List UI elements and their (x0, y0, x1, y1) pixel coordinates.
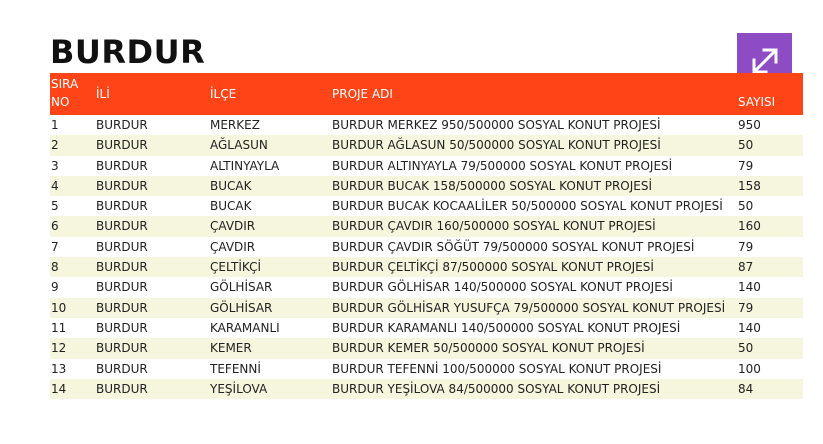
cell-ilce: ALTINYAYLA (210, 158, 280, 173)
cell-proje-adi: BURDUR ALTINYAYLA 79/500000 SOSYAL KONUT PROJESİ (332, 158, 673, 173)
cell-proje-adi: BURDUR KEMER 50/500000 SOSYAL KONUT PROJESİ (332, 341, 645, 356)
cell-sira-no: 6 (51, 219, 59, 234)
table-row (50, 338, 803, 358)
cell-proje-adi: BURDUR KARAMANLI 140/500000 SOSYAL KONUT PROJESİ (332, 320, 681, 335)
cell-sayisi: 100 (738, 361, 761, 376)
cell-proje-adi: BURDUR BUCAK 158/500000 SOSYAL KONUT PROJESİ (332, 178, 653, 193)
cell-ili: BURDUR (96, 138, 148, 153)
cell-proje-adi: BURDUR ÇAVDIR SÖĞÜT 79/500000 SOSYAL KONUT PROJESİ (332, 239, 695, 254)
cell-ili: BURDUR (96, 341, 148, 356)
cell-sira-no: 8 (51, 260, 59, 275)
cell-sira-no: 12 (51, 341, 67, 356)
cell-sayisi: 87 (738, 260, 754, 275)
cell-ilce: GÖLHİSAR (210, 280, 273, 295)
cell-ilce: KEMER (210, 341, 252, 356)
cell-sira-no: 1 (51, 118, 59, 132)
cell-proje-adi: BURDUR GÖLHİSAR YUSUFÇA 79/500000 SOSYAL KONUT PROJESİ (332, 300, 726, 315)
cell-ili: BURDUR (96, 260, 148, 275)
cell-sayisi: 160 (738, 219, 761, 234)
cell-sayisi: 50 (738, 138, 754, 153)
cell-ili: BURDUR (96, 239, 148, 254)
table-row (50, 298, 803, 318)
table-row (50, 277, 803, 297)
cell-ilce: ÇAVDIR (210, 219, 256, 234)
cell-proje-adi: BURDUR AĞLASUN 50/500000 SOSYAL KONUT PROJESİ (332, 138, 661, 153)
cell-sayisi: 140 (738, 320, 761, 335)
table-header (50, 73, 803, 115)
cell-proje-adi: BURDUR MERKEZ 950/500000 SOSYAL KONUT PROJESİ (332, 118, 661, 132)
cell-proje-adi: BURDUR YEŞİLOVA 84/500000 SOSYAL KONUT PROJESİ (332, 381, 661, 396)
cell-sira-no: 3 (51, 158, 59, 173)
cell-sayisi: 50 (738, 341, 754, 356)
cell-ilce: BUCAK (210, 178, 252, 193)
cell-sira-no: 5 (51, 199, 59, 214)
table-row (50, 379, 803, 399)
cell-sayisi: 950 (738, 118, 761, 132)
table-row (50, 216, 803, 236)
table-row (50, 237, 803, 257)
header-ili: İLİ (96, 87, 110, 101)
header-sayisi: SAYISI (738, 95, 776, 109)
cell-ili: BURDUR (96, 361, 148, 376)
table-row (50, 156, 803, 176)
cell-ili: BURDUR (96, 178, 148, 193)
table-row (50, 359, 803, 379)
cell-ilce: TEFENNİ (210, 361, 261, 376)
cell-sayisi: 79 (738, 300, 754, 315)
cell-ilce: GÖLHİSAR (210, 300, 273, 315)
cell-sira-no: 7 (51, 239, 59, 254)
cell-sira-no: 13 (51, 361, 67, 376)
cell-ili: BURDUR (96, 320, 148, 335)
cell-sira-no: 2 (51, 138, 59, 153)
cell-ilce: BUCAK (210, 199, 252, 214)
table-row (50, 257, 803, 277)
cell-sira-no: 9 (51, 280, 59, 295)
cell-proje-adi: BURDUR ÇAVDIR 160/500000 SOSYAL KONUT PROJESİ (332, 219, 656, 234)
table-row (50, 176, 803, 196)
table-row (50, 318, 803, 338)
cell-ili: BURDUR (96, 381, 148, 396)
table-row (50, 196, 803, 216)
cell-proje-adi: BURDUR BUCAK KOCAALİLER 50/500000 SOSYAL KONUT PROJESİ (332, 199, 723, 214)
cell-ili: BURDUR (96, 280, 148, 295)
cell-sira-no: 14 (51, 381, 67, 396)
cell-sayisi: 79 (738, 239, 754, 254)
data-table (50, 73, 803, 399)
cell-sayisi: 79 (738, 158, 754, 173)
table-row (50, 135, 803, 155)
cell-ili: BURDUR (96, 199, 148, 214)
table-body (50, 115, 803, 399)
cell-sayisi: 140 (738, 280, 761, 295)
cell-ili: BURDUR (96, 300, 148, 315)
header-proje-adi: PROJE ADI (332, 87, 393, 101)
header-ilce: İLÇE (210, 87, 237, 101)
cell-ili: BURDUR (96, 158, 148, 173)
header-no: NO (51, 95, 70, 109)
table-row (50, 115, 803, 135)
cell-proje-adi: BURDUR TEFENNİ 100/500000 SOSYAL KONUT PROJESİ (332, 361, 662, 376)
page-title: BURDUR (50, 33, 206, 71)
cell-proje-adi: BURDUR GÖLHİSAR 140/500000 SOSYAL KONUT PROJESİ (332, 280, 673, 295)
cell-ilce: AĞLASUN (210, 138, 268, 153)
cell-ilce: KARAMANLI (210, 320, 280, 335)
cell-proje-adi: BURDUR ÇELTİKÇİ 87/500000 SOSYAL KONUT PROJESİ (332, 260, 654, 275)
cell-sayisi: 158 (738, 178, 761, 193)
cell-ilce: ÇAVDIR (210, 239, 256, 254)
cell-ilce: MERKEZ (210, 118, 260, 132)
cell-sira-no: 4 (51, 178, 59, 193)
header-sira: SIRA (51, 77, 79, 91)
cell-ili: BURDUR (96, 118, 148, 132)
cell-sira-no: 11 (51, 320, 67, 335)
cell-ili: BURDUR (96, 219, 148, 234)
cell-sayisi: 50 (738, 199, 754, 214)
cell-ilce: ÇELTİKÇİ (210, 260, 261, 275)
cell-sira-no: 10 (51, 300, 67, 315)
cell-sayisi: 84 (738, 381, 754, 396)
cell-ilce: YEŞİLOVA (210, 381, 268, 396)
